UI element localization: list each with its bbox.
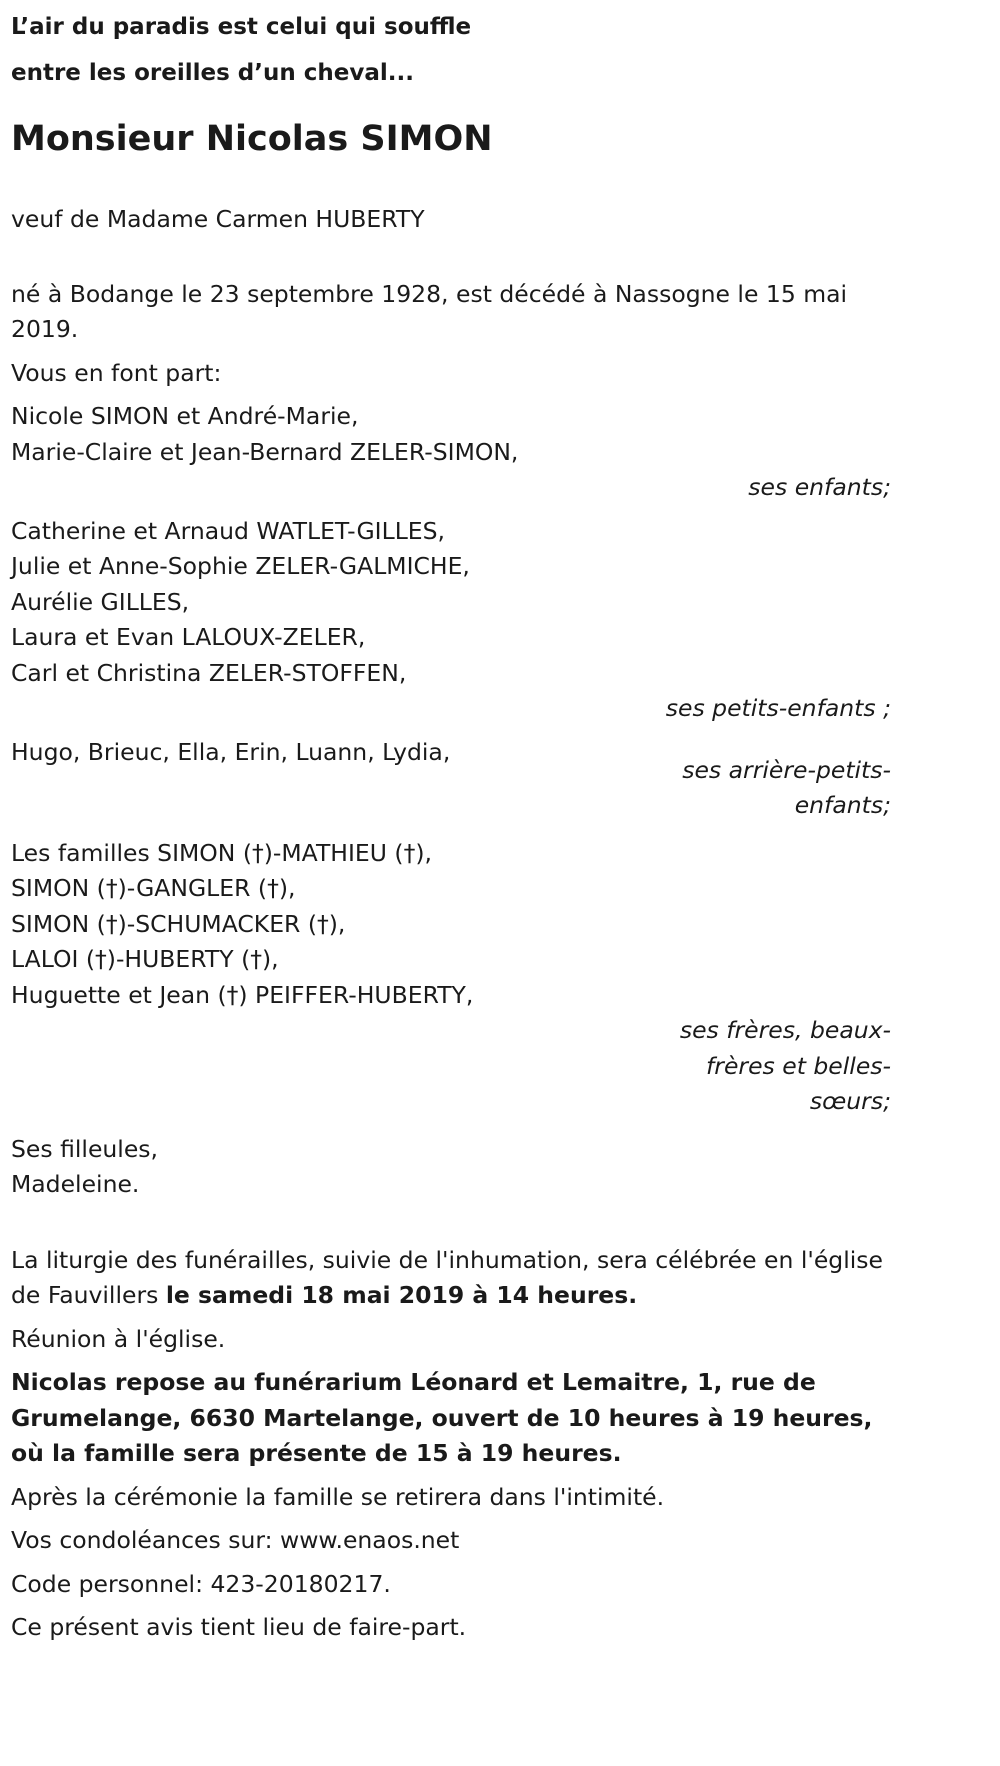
announce-intro: Vous en font part: — [11, 358, 222, 387]
godchildren-line-1: Ses filleules, — [11, 1134, 159, 1163]
children-group — [11, 399, 891, 506]
godchildren-line-2: Madeleine. — [11, 1170, 140, 1198]
sibling-family: Huguette et Jean (†) PEIFFER-HUBERTY, — [11, 980, 474, 1009]
sibling-family: Les familles SIMON (†)-MATHIEU (†), — [11, 838, 432, 867]
great-grandchildren-group — [11, 735, 891, 824]
deceased-name-title: Monsieur Nicolas SIMON — [11, 119, 493, 159]
grandchild-name: Aurélie GILLES, — [11, 587, 190, 616]
children-name: Marie-Claire et Jean-Bernard ZELER-SIMON, — [11, 437, 519, 466]
great-grandchildren-names: Hugo, Brieuc, Ella, Erin, Luann, Lydia, — [11, 737, 451, 766]
widow-of-line: veuf de Madame Carmen HUBERTY — [11, 205, 425, 233]
personal-code-line: Code personnel: 423-20180217. — [11, 1569, 391, 1598]
meeting-line: Réunion à l'église. — [11, 1324, 226, 1353]
funeral-date: le samedi 18 mai 2019 à 14 heures. — [165, 1281, 638, 1309]
epigraph-line-1: L’air du paradis est celui qui souffle — [11, 14, 472, 40]
grandchildren-group — [11, 514, 891, 727]
grandchild-name: Laura et Evan LALOUX-ZELER, — [11, 623, 366, 651]
grandchildren-relation: ses petits-enfants ; — [665, 694, 891, 722]
children-relation: ses enfants; — [748, 473, 891, 501]
godchildren-group — [11, 1132, 891, 1203]
epigraph — [11, 4, 891, 96]
funeral-text: La liturgie des funérailles, suivie de l'inhumation, sera célébrée en l'église de Fauvillers — [11, 1245, 883, 1309]
condolences-line: Vos condoléances sur: www.enaos.net — [11, 1526, 460, 1554]
obituary-content — [11, 4, 891, 1646]
closing-line: Ce présent avis tient lieu de faire-part. — [11, 1613, 467, 1641]
great-grandchildren-relation: ses arrière-petits-enfants; — [682, 755, 891, 819]
grandchild-name: Julie et Anne-Sophie ZELER-GALMICHE, — [11, 552, 470, 580]
sibling-family: LALOI (†)-HUBERTY (†), — [11, 945, 279, 973]
epigraph-line-2: entre les oreilles d’un cheval... — [11, 60, 414, 86]
funeral-announcement — [11, 1243, 891, 1314]
after-ceremony-line: Après la cérémonie la famille se retirera dans l'intimité. — [11, 1482, 665, 1511]
funerarium-info: Nicolas repose au funérarium Léonard et Lemaitre, 1, rue de Grumelange, 6630 Martelange, ouvert de 10 heures à 19 heures, où la famille sera présente de 15 à 19 heures. — [11, 1368, 873, 1467]
siblings-group — [11, 836, 891, 1120]
children-name: Nicole SIMON et André-Marie, — [11, 402, 359, 430]
siblings-relation: ses frères, beaux-frères et belles-sœurs; — [679, 1016, 891, 1115]
grandchild-name: Catherine et Arnaud WATLET-GILLES, — [11, 516, 446, 545]
birth-death-line: né à Bodange le 23 septembre 1928, est décédé à Nassogne le 15 mai 2019. — [11, 279, 848, 343]
sibling-family: SIMON (†)-SCHUMACKER (†), — [11, 909, 346, 938]
sibling-family: SIMON (†)-GANGLER (†), — [11, 874, 296, 902]
grandchild-name: Carl et Christina ZELER-STOFFEN, — [11, 658, 407, 687]
